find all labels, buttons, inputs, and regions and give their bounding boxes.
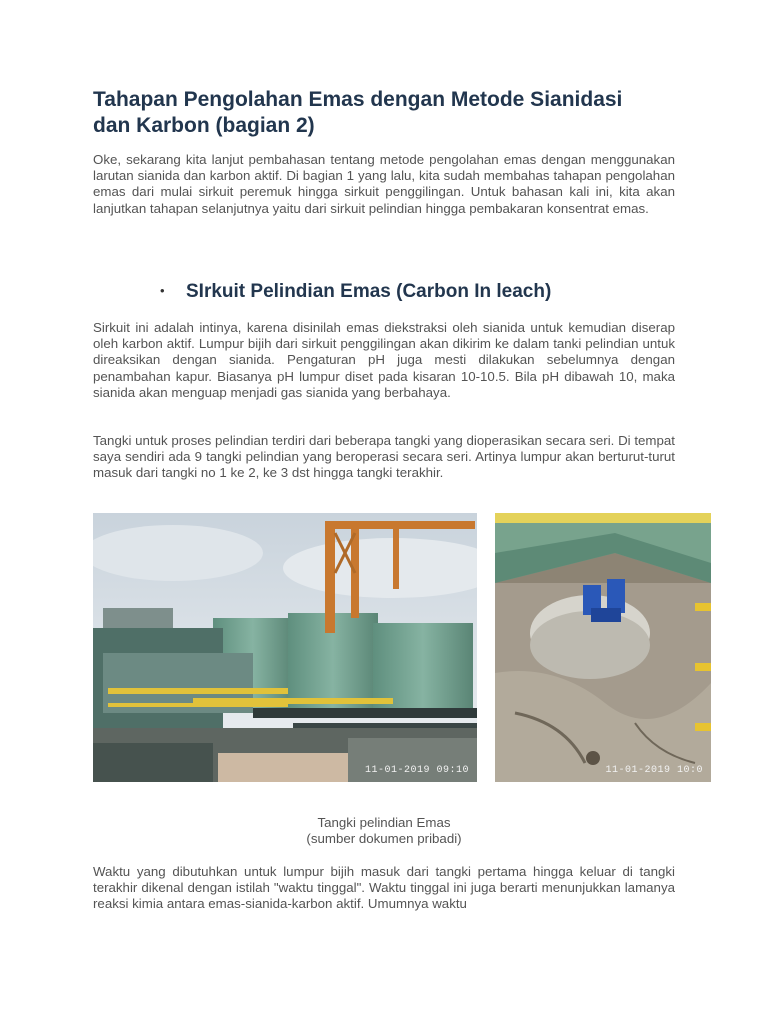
- photo-tank-agitator: [495, 513, 711, 782]
- intro-paragraph: Oke, sekarang kita lanjut pembahasan tentang metode pengolahan emas dengan menggunakan larutan sianida dan karbon aktif. Di bagian 1 yang lalu, kita sudah membahas tahapan pengolahan emas dari mulai sirkuit peremuk hingga sirkuit penggilingan. Untuk bahasan kali ini, kita akan lanjutkan tahapan selanjutnya yaitu dari sirkuit pelindian hingga pembakaran konsentrat emas.: [93, 152, 675, 216]
- section-heading: SIrkuit Pelindian Emas (Carbon In leach): [186, 281, 552, 302]
- caption-title: Tangki pelindian Emas: [317, 815, 451, 830]
- photo-timestamp-right: 11-01-2019 10:0: [605, 765, 703, 776]
- caption-source: (sumber dokumen pribadi): [306, 831, 462, 846]
- section-paragraph-2: Tangki untuk proses pelindian terdiri dari beberapa tangki yang dioperasikan secara seri. Di tempat saya sendiri ada 9 tangki pelindian yang beroperasi secara seri. Artinya lumpur akan berturut-turut masuk dari tangki no 1 ke 2, ke 3 dst hingga tangki terakhir.: [93, 433, 675, 481]
- article-title: Tahapan Pengolahan Emas dengan Metode Sianidasi dan Karbon (bagian 2): [93, 88, 623, 137]
- photo-leach-tanks-plant: [93, 513, 477, 782]
- bullet-icon: •: [160, 283, 165, 298]
- photo-caption: [93, 815, 675, 847]
- section-paragraph-1: Sirkuit ini adalah intinya, karena disinilah emas diekstraksi oleh sianida untuk kemudian diserap oleh karbon aktif. Lumpur bijih dari sirkuit penggilingan akan dikirim ke dalam tanki pelindian untuk direaksikan dengan sianida. Pengaturan pH juga mesti dilakukan sebelumnya dengan penambahan kapur. Biasanya pH lumpur diset pada kisaran 10-10.5. Bila pH dibawah 10, maka sianida akan menguap menjadi gas sianida yang berbahaya.: [93, 320, 675, 400]
- closing-paragraph: Waktu yang dibutuhkan untuk lumpur bijih masuk dari tangki pertama hingga keluar di tangki terakhir dikenal dengan istilah "waktu tinggal". Waktu tinggal ini juga berarti menunjukkan lamanya reaksi kimia antara emas-sianida-karbon aktif. Umumnya waktu: [93, 864, 675, 912]
- photo-timestamp-left: 11-01-2019 09:10: [364, 765, 469, 776]
